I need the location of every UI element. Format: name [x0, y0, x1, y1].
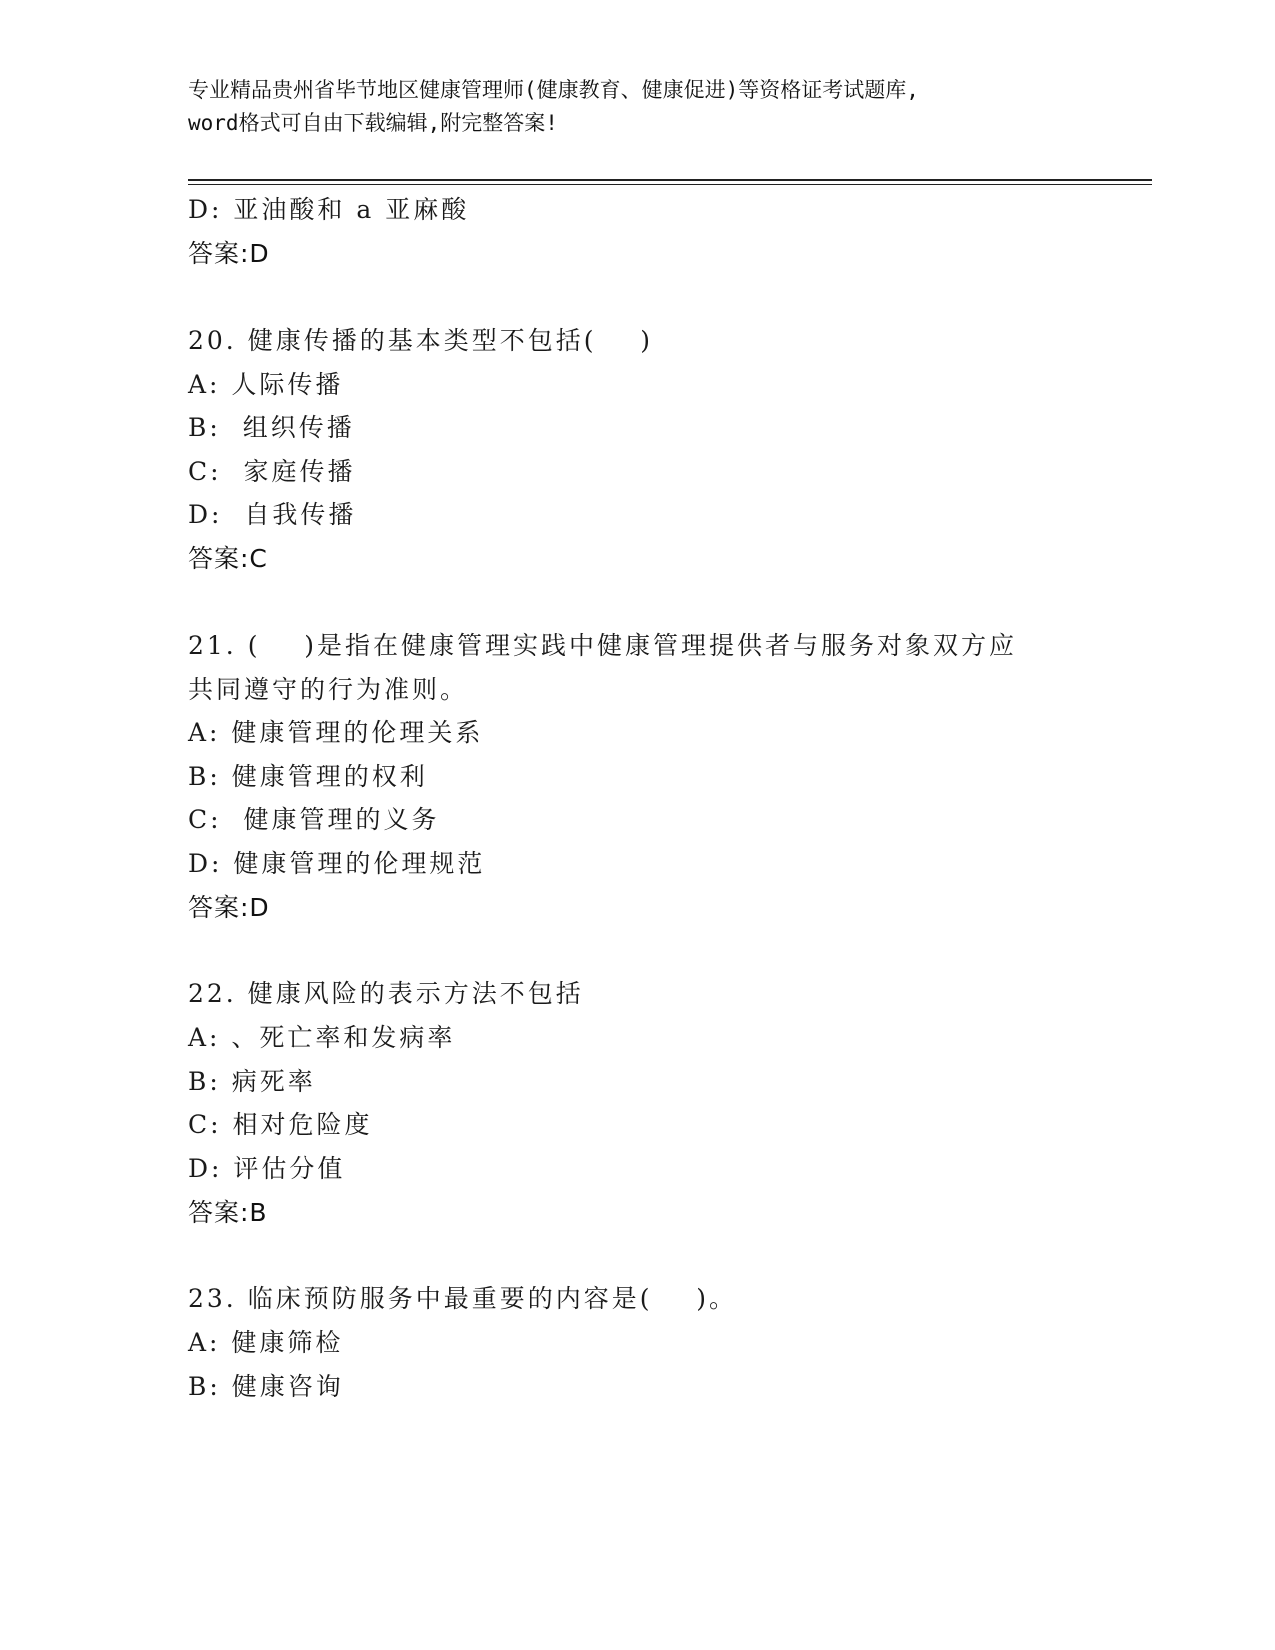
q22-answer: 答案:B — [188, 1198, 268, 1227]
q21-option-b: B: 健康管理的权利 — [188, 762, 428, 791]
prev-answer: 答案:D — [188, 239, 270, 268]
q20-option-c: C: 家庭传播 — [188, 457, 356, 486]
q21-stem-line-2: 共同遵守的行为准则。 — [188, 675, 469, 704]
q20-stem: 20. 健康传播的基本类型不包括( ) — [188, 326, 654, 355]
page-header — [188, 74, 1068, 140]
header-divider-thick — [188, 179, 1152, 181]
q21-option-a: A: 健康管理的伦理关系 — [188, 718, 484, 747]
q20-answer: 答案:C — [188, 544, 268, 573]
q21-option-c: C: 健康管理的义务 — [188, 805, 440, 834]
prev-option-d: D: 亚油酸和 a 亚麻酸 — [188, 195, 470, 224]
q20-option-b: B: 组织传播 — [188, 413, 355, 442]
q21-option-d: D: 健康管理的伦理规范 — [188, 849, 486, 878]
q20-option-a: A: 人际传播 — [188, 370, 344, 399]
header-line-2: word格式可自由下载编辑,附完整答案! — [188, 111, 558, 135]
q22-stem: 22. 健康风险的表示方法不包括 — [188, 979, 584, 1008]
q22-option-c: C: 相对危险度 — [188, 1110, 373, 1139]
q21-stem-line-1: 21. ( )是指在健康管理实践中健康管理提供者与服务对象双方应 — [188, 631, 1018, 660]
q22-option-d: D: 评估分值 — [188, 1154, 346, 1183]
q22-option-b: B: 病死率 — [188, 1067, 316, 1096]
q23-stem: 23. 临床预防服务中最重要的内容是( )。 — [188, 1284, 738, 1313]
q23-option-a: A: 健康筛检 — [188, 1328, 344, 1357]
q20-option-d: D: 自我传播 — [188, 500, 357, 529]
q21-answer: 答案:D — [188, 893, 270, 922]
header-divider-thin — [188, 184, 1152, 185]
q22-option-a: A: 、死亡率和发病率 — [188, 1023, 456, 1052]
header-line-1: 专业精品贵州省毕节地区健康管理师(健康教育、健康促进)等资格证考试题库, — [188, 78, 919, 102]
q23-option-b: B: 健康咨询 — [188, 1372, 344, 1401]
